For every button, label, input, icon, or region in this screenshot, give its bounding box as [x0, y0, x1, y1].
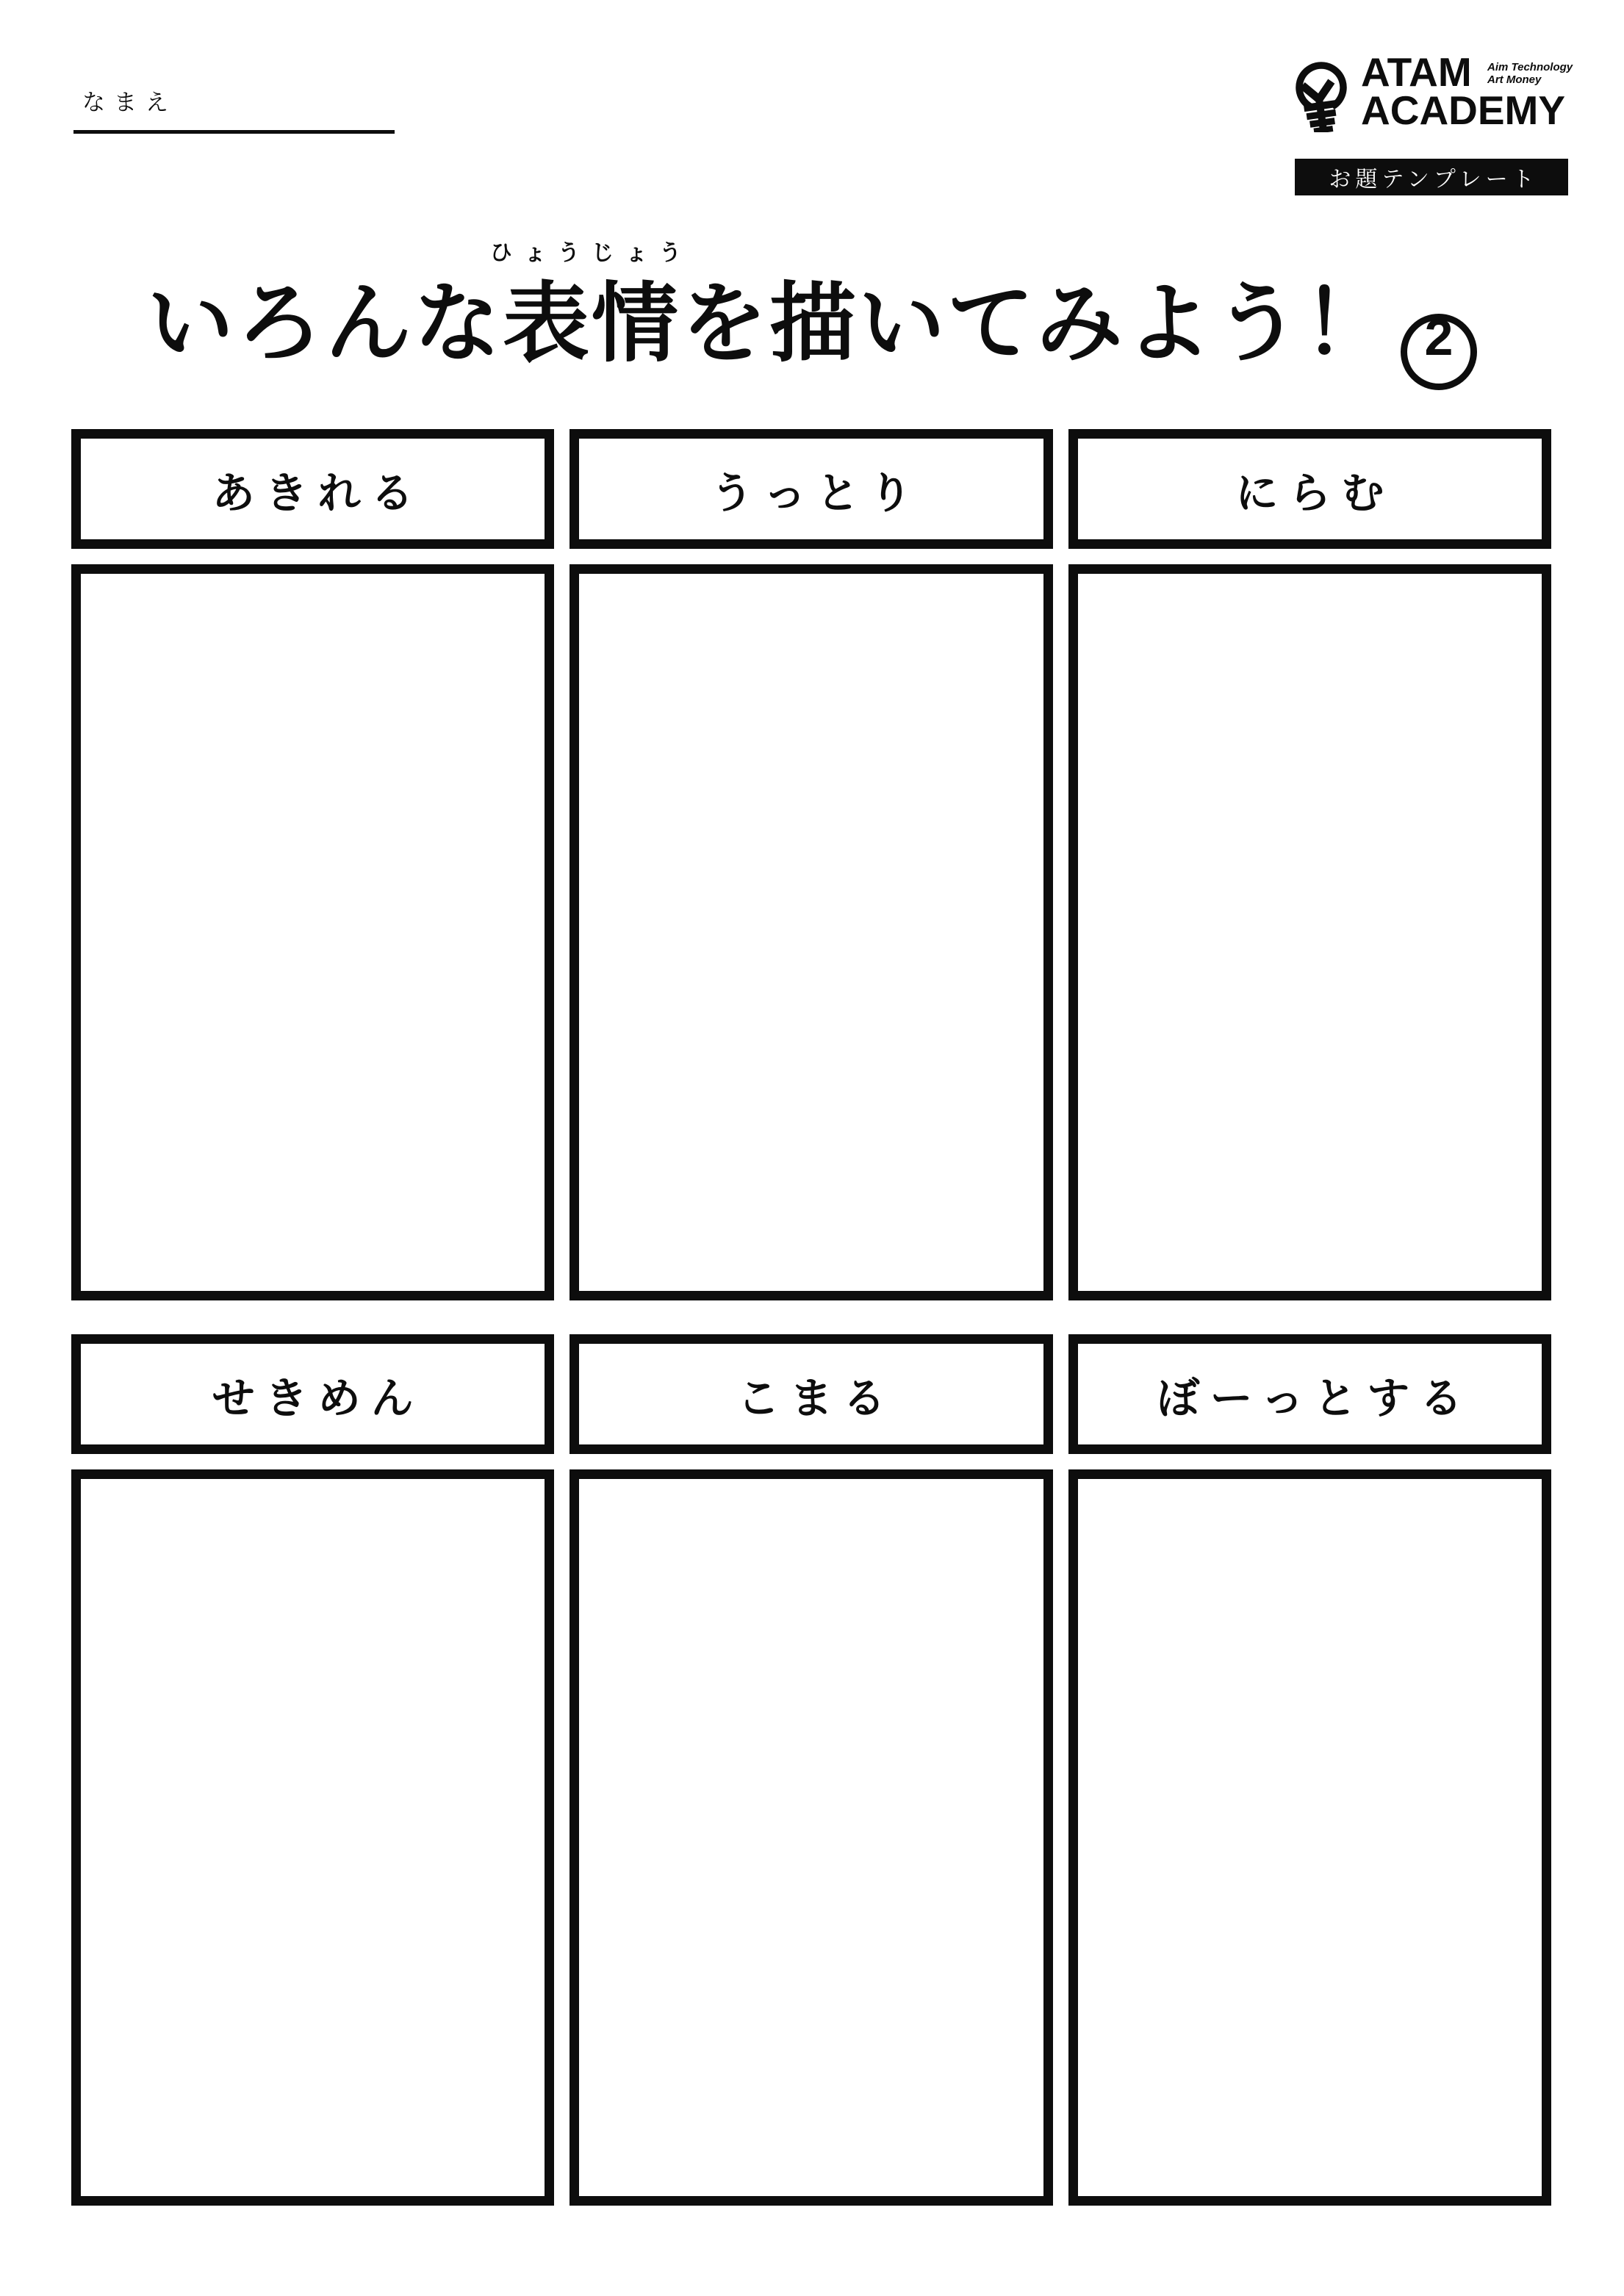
circled-number-value: 2 — [1424, 309, 1454, 366]
brand-line-2: ACADEMY — [1361, 87, 1566, 133]
atam-academy-logo — [1295, 49, 1573, 195]
title-furigana: ひょうじょう — [489, 241, 693, 265]
expression-label: ぼーっとする — [1068, 1334, 1551, 1454]
drawing-area[interactable] — [570, 564, 1052, 1300]
grid-row-1 — [71, 429, 1551, 1300]
expression-label: こまる — [570, 1334, 1052, 1454]
expression-label: あきれる — [71, 429, 554, 549]
expression-cell — [570, 1334, 1052, 2206]
name-label: なまえ — [82, 90, 177, 115]
expression-label: にらむ — [1068, 429, 1551, 549]
tagline-line-2: Art Money — [1487, 73, 1542, 86]
name-input-line[interactable] — [73, 130, 395, 134]
title-suffix: を描いてみよう！ — [680, 276, 1393, 373]
brand-line-1: ATAM — [1361, 49, 1472, 95]
title-prefix: いろんな — [146, 276, 503, 373]
drawing-area[interactable] — [71, 564, 554, 1300]
yen-lightbulb-icon — [1295, 56, 1348, 132]
grid-row-2 — [71, 1334, 1551, 2206]
drawing-area[interactable] — [71, 1469, 554, 2206]
expression-cell — [1068, 1334, 1551, 2206]
expression-cell — [71, 429, 554, 1300]
expression-cell — [1068, 429, 1551, 1300]
expression-cell — [71, 1334, 554, 2206]
expression-label: うっとり — [570, 429, 1052, 549]
expression-cell — [570, 429, 1052, 1300]
worksheet-title — [0, 241, 1624, 374]
title-ruby-base: 表情 ひょうじょう — [489, 241, 693, 373]
template-badge: お題テンプレート — [1295, 159, 1568, 195]
logo-top — [1295, 49, 1573, 133]
drawing-area[interactable] — [570, 1469, 1052, 2206]
brand-tagline — [1487, 61, 1573, 86]
drawing-area[interactable] — [1068, 1469, 1551, 2206]
tagline-line-1: Aim Technology — [1487, 61, 1573, 73]
circled-number-icon — [1401, 309, 1477, 390]
drawing-area[interactable] — [1068, 564, 1551, 1300]
expression-grid — [71, 429, 1551, 2206]
expression-label: せきめん — [71, 1334, 554, 1454]
